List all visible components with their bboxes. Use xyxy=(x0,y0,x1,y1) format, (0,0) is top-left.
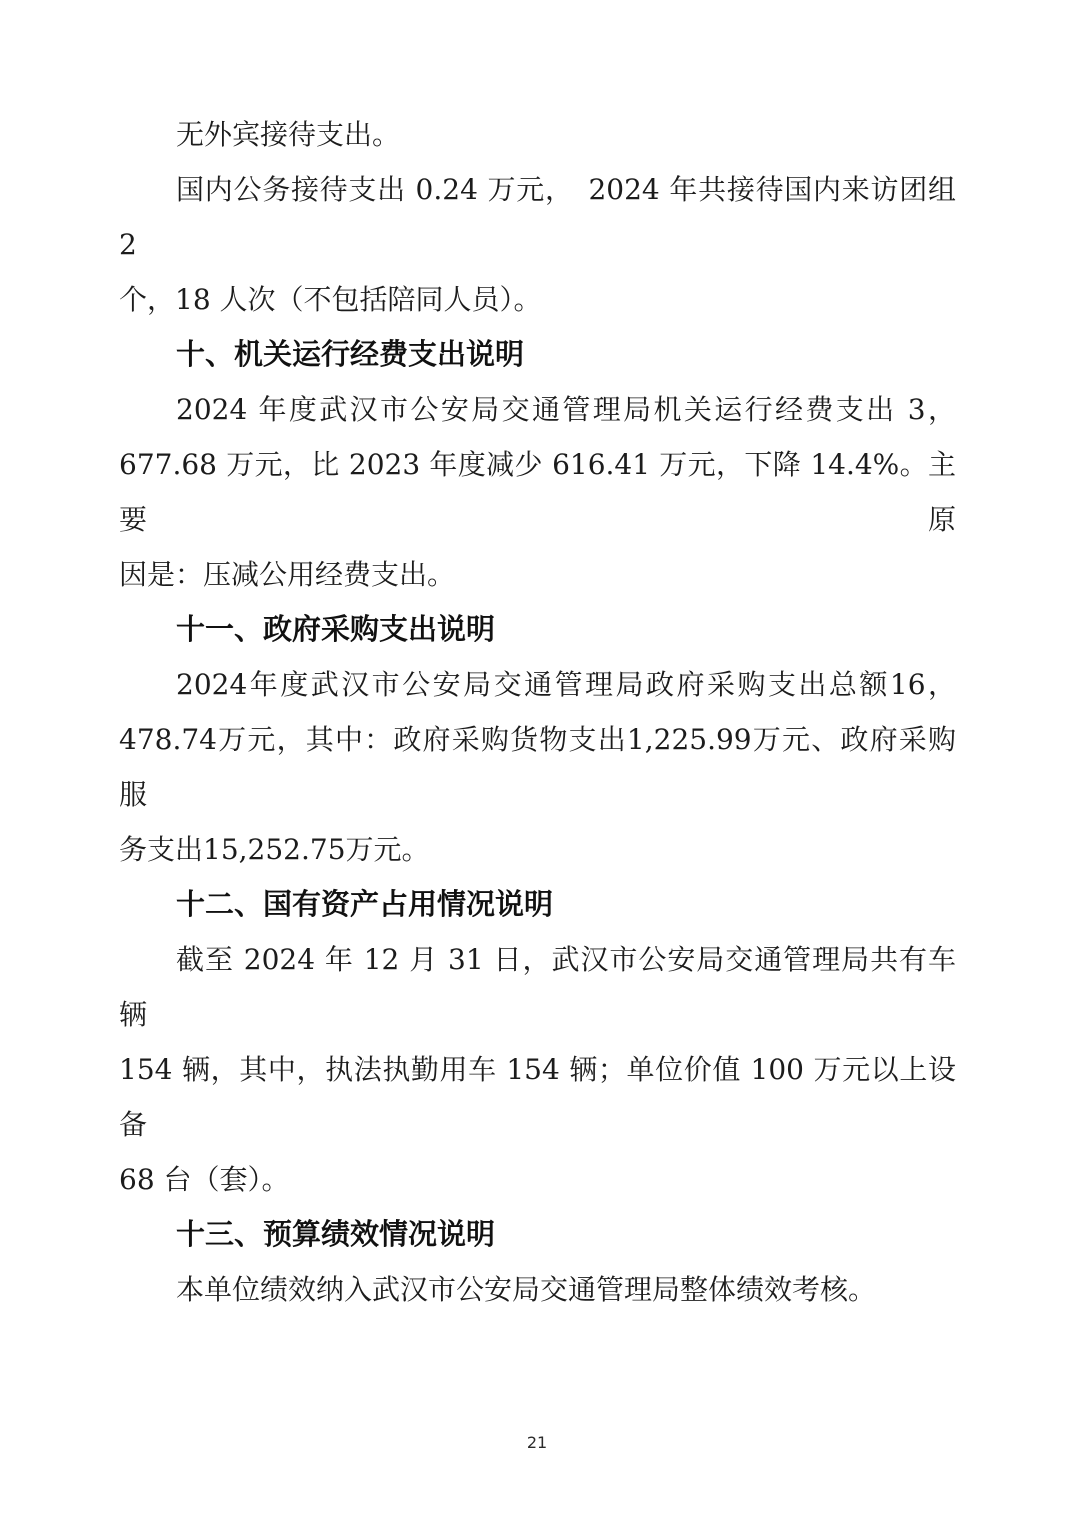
text-line: 国内公务接待支出 0.24 万元， 2024 年共接待国内来访团组 2 xyxy=(119,173,956,261)
text-line: 因是：压减公用经费支出。 xyxy=(119,558,456,591)
text-line: 68 台（套）。 xyxy=(119,1163,290,1196)
paragraph xyxy=(119,932,956,1207)
text-line: 个，18 人次（不包括陪同人员）。 xyxy=(119,283,542,316)
text-line: 677.68 万元，比 2023 年度减少 616.41 万元，下降 14.4%。主要原 xyxy=(119,448,956,536)
text-line: 2024 年度武汉市公安局交通管理局机关运行经费支出 3， xyxy=(176,393,956,426)
text-line: 2024年度武汉市公安局交通管理局政府采购支出总额16， xyxy=(176,668,956,701)
heading-line: 十二、国有资产占用情况说明 xyxy=(176,887,554,921)
paragraph xyxy=(119,382,956,602)
heading-line: 十三、预算绩效情况说明 xyxy=(176,1217,496,1251)
paragraph xyxy=(119,1262,956,1317)
text-line: 154 辆，其中，执法执勤用车 154 辆；单位价值 100 万元以上设备 xyxy=(119,1053,956,1141)
paragraph xyxy=(119,107,956,162)
page-number: 21 xyxy=(526,1433,548,1452)
document-body xyxy=(119,107,956,1317)
text-line: 478.74万元，其中：政府采购货物支出1,225.99万元、政府采购服 xyxy=(119,723,956,811)
text-line: 本单位绩效纳入武汉市公安局交通管理局整体绩效考核。 xyxy=(176,1273,877,1306)
section-heading xyxy=(119,602,956,657)
heading-line: 十一、政府采购支出说明 xyxy=(176,612,496,646)
section-heading xyxy=(119,327,956,382)
section-heading xyxy=(119,1207,956,1262)
text-line: 务支出15,252.75万元。 xyxy=(119,833,430,866)
text-line: 无外宾接待支出。 xyxy=(176,118,401,151)
section-heading xyxy=(119,877,956,932)
heading-line: 十、机关运行经费支出说明 xyxy=(176,337,525,371)
paragraph xyxy=(119,657,956,877)
paragraph xyxy=(119,162,956,327)
text-line: 截至 2024 年 12 月 31 日，武汉市公安局交通管理局共有车辆 xyxy=(119,943,956,1031)
